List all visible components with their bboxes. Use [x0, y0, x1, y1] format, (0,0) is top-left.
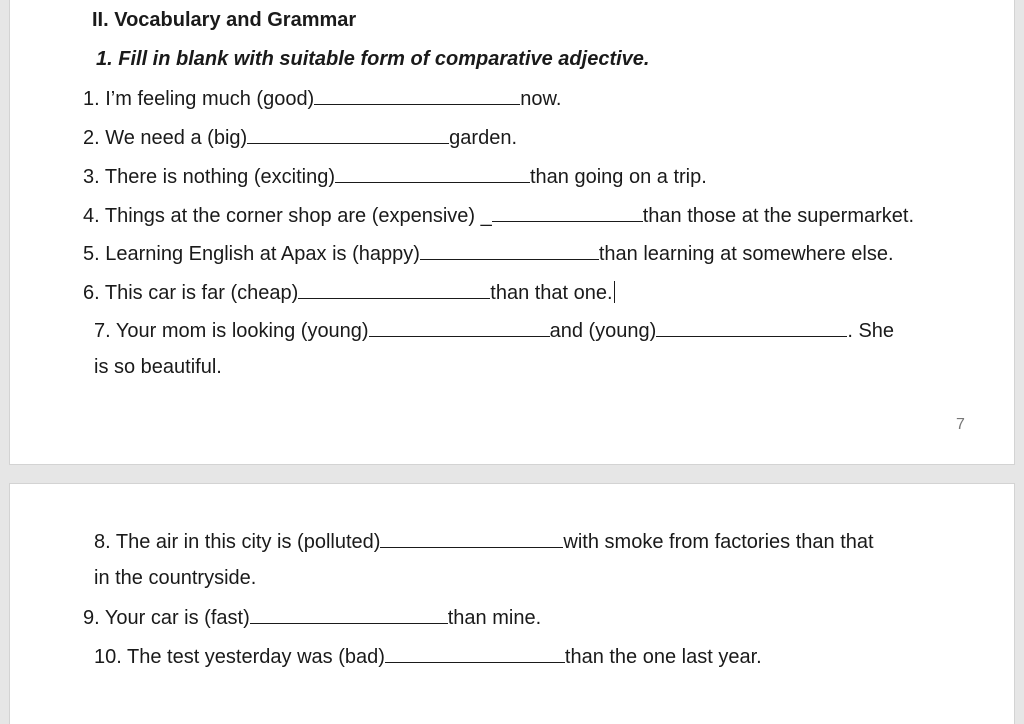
question-2-tail: garden. [449, 127, 518, 149]
answer-blank-6[interactable] [298, 280, 490, 299]
question-6-prompt: 6. This car is far (cheap) [83, 282, 299, 304]
question-9-tail: than mine. [447, 607, 542, 629]
question-7-tail: . She [847, 320, 895, 342]
question-8-prompt: 8. The air in this city is (polluted) [94, 531, 381, 553]
answer-blank-9[interactable] [250, 605, 448, 624]
question-6 [83, 280, 615, 305]
question-8 [94, 529, 874, 554]
question-1-prompt: 1. I’m feeling much (good) [83, 88, 315, 110]
answer-blank-1[interactable] [314, 86, 520, 105]
question-5-tail: than learning at somewhere else. [598, 243, 894, 265]
question-10 [94, 644, 762, 669]
question-9 [83, 605, 541, 630]
question-7 [94, 318, 894, 343]
question-6-tail: than that one. [490, 282, 613, 304]
question-8-continuation: in the countryside. [94, 567, 257, 589]
page-number: 7 [956, 416, 965, 433]
section-heading: II. Vocabulary and Grammar [92, 9, 357, 31]
question-7-middle: and (young) [549, 320, 657, 342]
answer-blank-8[interactable] [380, 529, 563, 548]
question-1-tail: now. [520, 88, 562, 110]
question-5 [83, 241, 894, 266]
question-3-tail: than going on a trip. [529, 166, 707, 188]
answer-blank-7a[interactable] [369, 318, 550, 337]
question-4-prompt: 4. Things at the corner shop are (expensive) _ [83, 205, 492, 227]
answer-blank-2[interactable] [247, 125, 449, 144]
exercise-instruction: 1. Fill in blank with suitable form of comparative adjective. [96, 48, 650, 70]
question-10-prompt: 10. The test yesterday was (bad) [94, 646, 385, 668]
question-4 [83, 203, 914, 228]
answer-blank-7b[interactable] [656, 318, 847, 337]
answer-blank-4[interactable] [492, 203, 643, 222]
question-8-tail: with smoke from factories than that [563, 531, 874, 553]
page-1 [10, 0, 1014, 464]
question-2-prompt: 2. We need a (big) [83, 127, 248, 149]
question-1 [83, 86, 561, 111]
question-2 [83, 125, 517, 150]
question-7-prompt: 7. Your mom is looking (young) [94, 320, 369, 342]
question-4-tail: than those at the supermarket. [642, 205, 915, 227]
question-9-prompt: 9. Your car is (fast) [83, 607, 250, 629]
page-2 [10, 484, 1014, 724]
question-3-prompt: 3. There is nothing (exciting) [83, 166, 335, 188]
question-3 [83, 164, 707, 189]
question-7-continuation: is so beautiful. [94, 356, 222, 378]
question-10-tail: than the one last year. [564, 646, 762, 668]
text-cursor [614, 281, 615, 303]
answer-blank-3[interactable] [335, 164, 530, 183]
answer-blank-10[interactable] [385, 644, 565, 663]
answer-blank-5[interactable] [420, 241, 599, 260]
question-5-prompt: 5. Learning English at Apax is (happy) [83, 243, 420, 265]
